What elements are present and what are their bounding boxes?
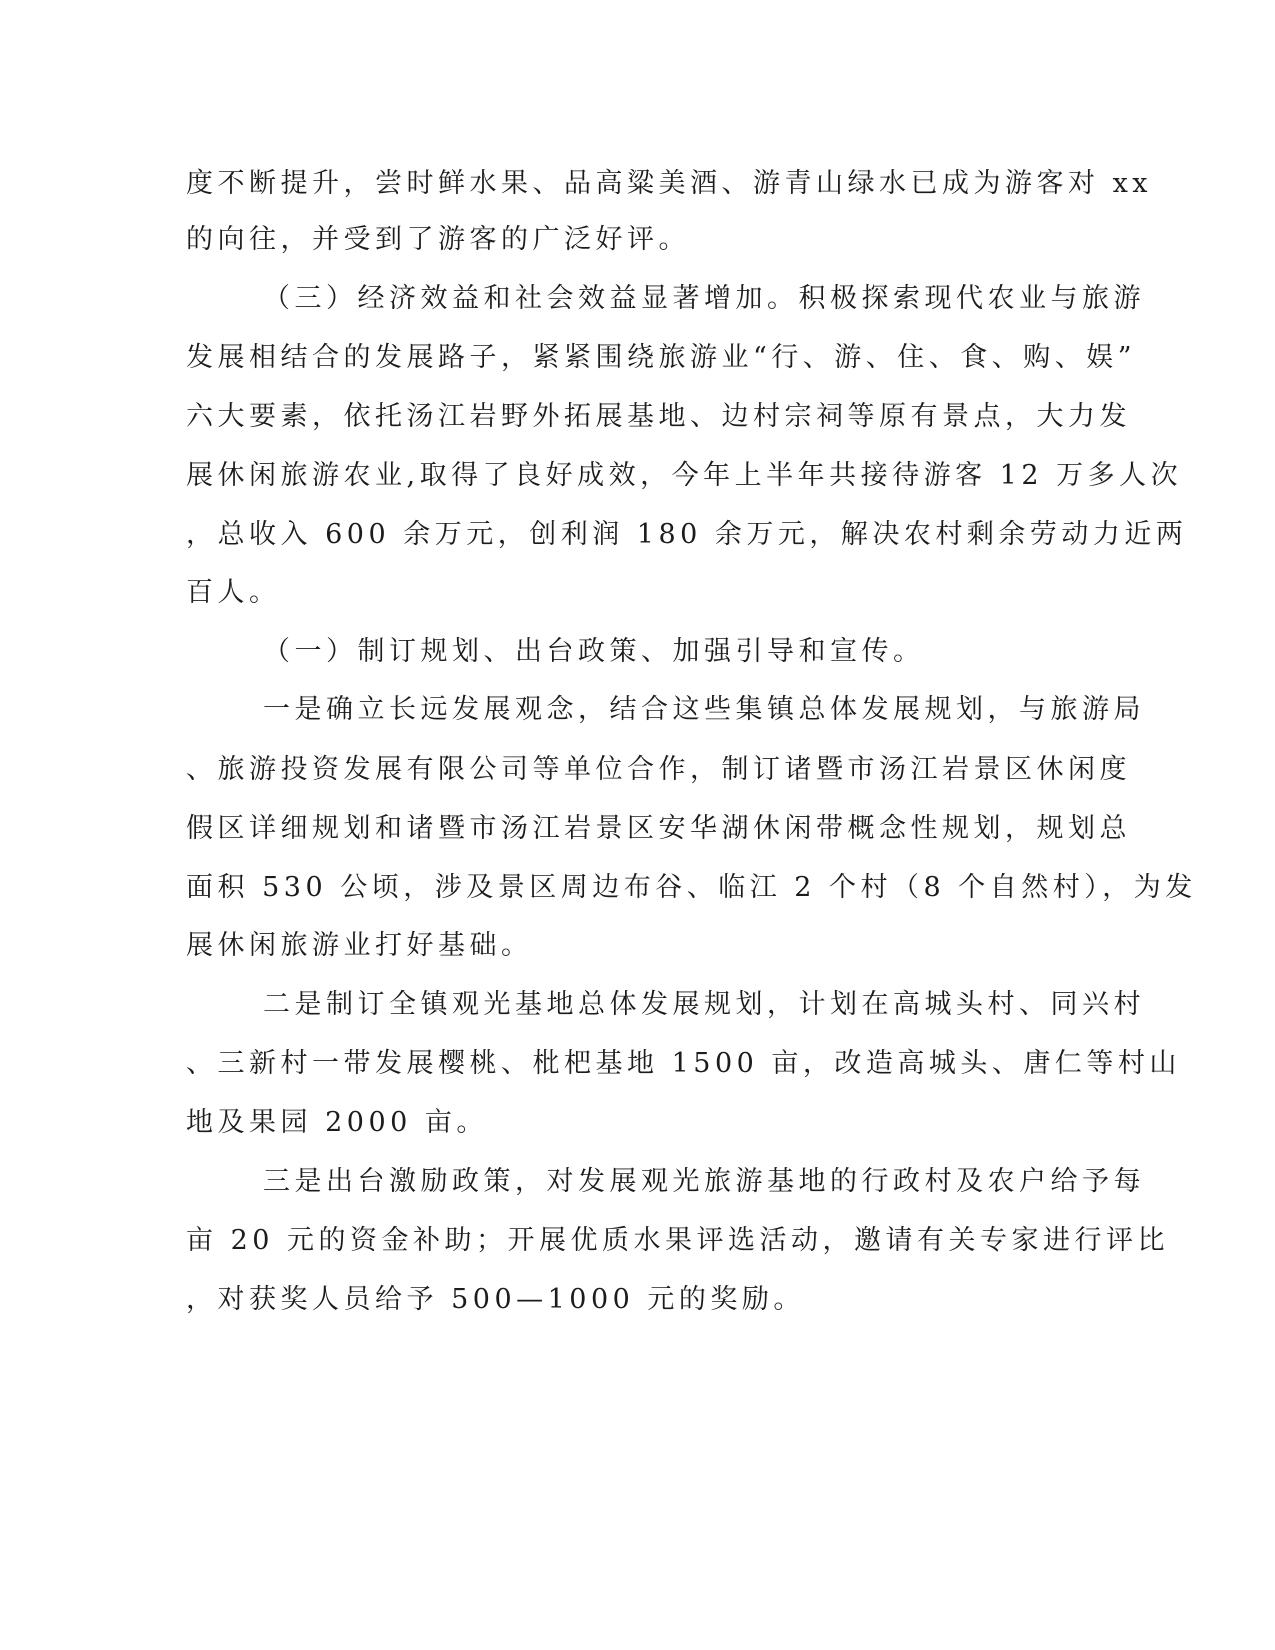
text-line: ，对获奖人员给予 500—1000 元的奖励。	[186, 1284, 805, 1315]
text-line: 、旅游投资发展有限公司等单位合作，制订诸暨市汤江岩景区休闲度	[186, 754, 1131, 785]
text-line: 发展相结合的发展路子，紧紧围绕旅游业“行、游、住、食、购、娱”	[186, 342, 1137, 373]
text-line: 亩 20 元的资金补助；开展优质水果评选活动，邀请有关专家进行评比	[186, 1225, 1170, 1256]
text-line: 的向往，并受到了游客的广泛好评。	[186, 224, 690, 255]
text-line: 展休闲旅游业打好基础。	[186, 930, 533, 961]
text-line: 百人。	[186, 577, 281, 608]
text-line: 展休闲旅游农业,取得了良好成效，今年上半年共接待游客 12 万多人次	[186, 460, 1183, 491]
text-line: 面积 530 公顷，涉及景区周边布谷、临江 2 个村（8 个自然村），为发	[186, 872, 1197, 903]
text-line: ，总收入 600 余万元，创利润 180 余万元，解决农村剩余劳动力近两	[186, 519, 1188, 550]
text-line: 一是确立长远发展观念，结合这些集镇总体发展规划，与旅游局	[263, 694, 1145, 725]
text-line: 、三新村一带发展樱桃、枇杷基地 1500 亩，改造高城头、唐仁等村山	[186, 1048, 1181, 1079]
section-heading: （一）制订规划、出台政策、加强引导和宣传。	[263, 636, 925, 667]
text-line: 三是出台激励政策，对发展观光旅游基地的行政村及农户给予每	[263, 1166, 1145, 1197]
text-line: 度不断提升，尝时鲜水果、品高粱美酒、游青山绿水已成为游客对 xx	[186, 168, 1153, 199]
text-line: 地及果园 2000 亩。	[186, 1107, 488, 1138]
text-line: 二是制订全镇观光基地总体发展规划，计划在高城头村、同兴村	[263, 989, 1145, 1020]
section-heading: （三）经济效益和社会效益显著增加。积极探索现代农业与旅游	[263, 283, 1145, 314]
text-line: 假区详细规划和诸暨市汤江岩景区安华湖休闲带概念性规划，规划总	[186, 813, 1131, 844]
text-line: 六大要素，依托汤江岩野外拓展基地、边村宗祠等原有景点，大力发	[186, 401, 1131, 432]
